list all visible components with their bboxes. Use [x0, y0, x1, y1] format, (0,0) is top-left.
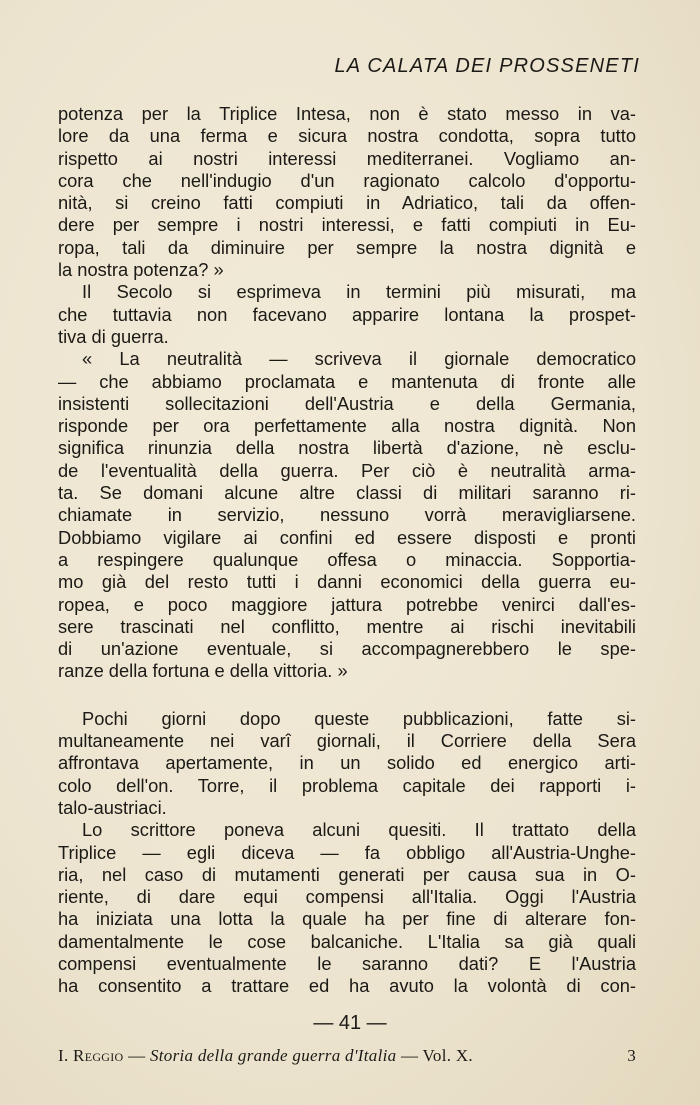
text-line: ha consentito a trattare ed ha avuto la volontà di con- [58, 975, 636, 997]
text-line: — che abbiamo proclamata e mantenuta di fronte alle [58, 370, 636, 392]
signature-left [58, 1046, 473, 1066]
text-line: potenza per la Triplice Intesa, non è stato messo in va- [58, 103, 636, 124]
text-line: ria, nel caso di mutamenti generati per causa sua in O- [58, 863, 636, 885]
text-line: tiva di guerra. [58, 325, 169, 347]
text-line: affrontava apertamente, in un solido ed energico arti- [58, 752, 636, 774]
text-line: ropa, tali da diminuire per sempre la nostra dignità e [58, 236, 636, 258]
text-line: « La neutralità — scriveva il giornale democratico [82, 348, 636, 370]
text-line: multaneamente nei varî giornali, il Corriere della Sera [58, 730, 636, 752]
text-line: cora che nell'indugio d'un ragionato calcolo d'opportu- [58, 169, 636, 191]
text-line: Il Secolo si esprimeva in termini più misurati, ma [82, 281, 636, 303]
text-line: risponde per ora perfettamente alla nostra dignità. Non [58, 415, 636, 437]
text-line: significa rinunzia della nostra libertà d'azione, nè esclu- [58, 437, 636, 459]
text-line: talo-austriaci. [58, 796, 167, 818]
text-line: riente, di dare equi compensi all'Italia. Oggi l'Austria [58, 886, 636, 908]
text-line: compensi eventualmente le saranno dati? E l'Austria [58, 952, 636, 974]
text-line: sere trascinati nel conflitto, mentre ai rischi inevitabili [58, 615, 636, 637]
text-line: ranze della fortuna e della vittoria. » [58, 660, 348, 682]
text-line: ta. Se domani alcune altre classi di militari saranno ri- [58, 482, 636, 504]
signature-sheet-number: 3 [627, 1046, 636, 1065]
text-line: ropea, e poco maggiore jattura potrebbe venirci dall'es- [58, 593, 636, 615]
text-line: mo già del resto tutti i danni economici della guerra eu- [58, 571, 636, 593]
signature-author: I. Reggio [58, 1046, 124, 1065]
signature-volume: — Vol. X. [401, 1046, 473, 1065]
text-line: dere per sempre i nostri interessi, e fatti compiuti in Eu- [58, 214, 636, 236]
text-line: a respingere qualunque offesa o minaccia. Sopportia- [58, 548, 636, 570]
text-line: la nostra potenza? » [58, 259, 224, 281]
text-line: Lo scrittore poneva alcuni quesiti. Il trattato della [82, 819, 636, 841]
text-line: nità, si creino fatti compiuti in Adriatico, tali da offen- [58, 192, 636, 214]
text-line: damentalmente le cose balcaniche. L'Italia sa già quali [58, 930, 636, 952]
body-text [58, 103, 636, 998]
page-number: — 41 — [313, 1012, 387, 1034]
text-line: insistenti sollecitazioni dell'Austria e della Germania, [58, 392, 636, 414]
text-line: ha iniziata una lotta la quale ha per fine di alterare fon- [58, 908, 636, 930]
text-line: lore da una ferma e sicura nostra condotta, sopra tutto [58, 125, 636, 147]
text-line: Pochi giorni dopo queste pubblicazioni, fatte si- [82, 707, 636, 729]
text-line: rispetto ai nostri interessi mediterranei. Vogliamo an- [58, 147, 636, 169]
signature-dash: — [128, 1046, 146, 1065]
text-line: de l'eventualità della guerra. Per ciò è neutralità arma- [58, 459, 636, 481]
paragraph-gap [58, 683, 636, 708]
text-line: colo dell'on. Torre, il problema capitale dei rapporti i- [58, 774, 636, 796]
text-line: Triplice — egli diceva — fa obbligo all'Austria-Unghe- [58, 841, 636, 863]
signature-title: Storia della grande guerra d'Italia [149, 1046, 397, 1065]
text-line: che tuttavia non facevano apparire lontana la prospet- [58, 303, 636, 325]
text-line: di un'azione eventuale, si accompagnerebbero le spe- [58, 638, 636, 660]
running-head: LA CALATA DEI PROSSENETI [334, 55, 640, 77]
text-line: Dobbiamo vigilare ai confini ed essere disposti e pronti [58, 526, 636, 548]
text-line: chiamate in servizio, nessuno vorrà meravigliarsene. [58, 504, 636, 526]
signature-line [58, 1046, 636, 1066]
